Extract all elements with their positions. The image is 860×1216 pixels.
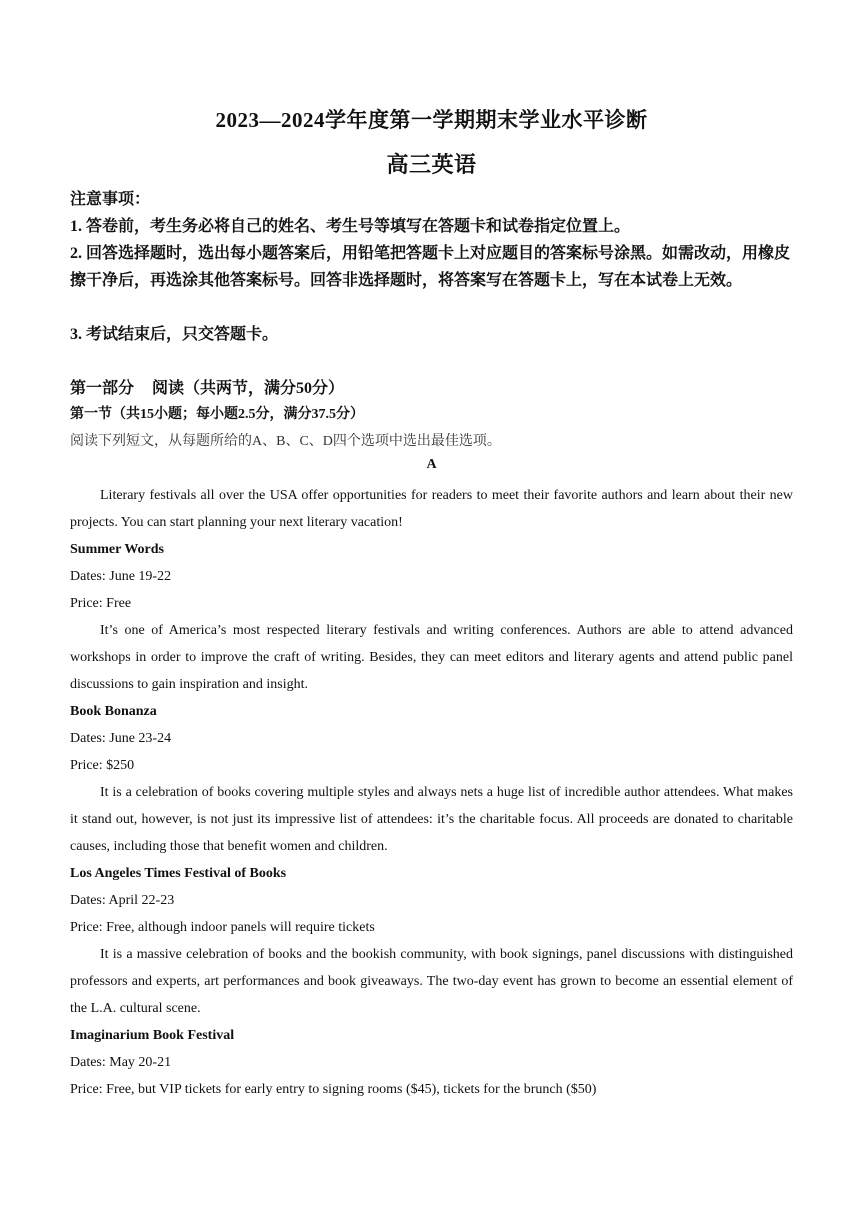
festival-name: Book Bonanza (70, 704, 157, 719)
part-title: 阅读（共两节，满分50分） (152, 380, 345, 397)
notice-item-2: 2. 回答选择题时，选出每小题答案后，用铅笔把答题卡上对应题目的答案标号涂黑。如需改动，用橡皮擦干净后，再选涂其他答案标号。回答非选择题时，将答案写在答题卡上，写在本试卷上无效。 (70, 245, 791, 289)
festival-price: Price: Free, although indoor panels will require tickets (70, 920, 375, 935)
exam-title: 2023—2024学年度第一学期期末学业水平诊断 (215, 108, 648, 132)
festival-description: It is a celebration of books covering multiple styles and always nets a huge list of incredible author attendees. What makes it stand out, however, is not just its impressive list of attendees: it’s the charitable focus. All proceeds are donated to charitable causes, including those that benefit women and children. (70, 785, 793, 854)
passage-label: A (426, 457, 437, 472)
festival-dates: Dates: April 22-23 (70, 893, 175, 908)
part-heading (70, 375, 344, 398)
festival-price: Price: Free (70, 596, 132, 611)
section-heading: 第一节（共15小题；每小题2.5分，满分37.5分） (70, 407, 364, 422)
festival-name: Los Angeles Times Festival of Books (70, 866, 287, 881)
notice-heading: 注意事项： (70, 191, 151, 208)
festival-dates: Dates: May 20-21 (70, 1055, 172, 1070)
section-instructions: 阅读下列短文，从每题所给的A、B、C、D四个选项中选出最佳选项。 (70, 434, 501, 449)
passage-intro: Literary festivals all over the USA offer opportunities for readers to meet their favorite authors and learn about their new projects. You can start planning your next literary vacation! (70, 488, 793, 530)
festival-dates: Dates: June 19-22 (70, 569, 172, 584)
festival-name: Summer Words (70, 542, 164, 557)
festival-price: Price: Free, but VIP tickets for early entry to signing rooms ($45), tickets for the brunch ($50) (70, 1082, 597, 1097)
festival-price: Price: $250 (70, 758, 135, 773)
festival-description: It’s one of America’s most respected literary festivals and writing conferences. Authors are able to attend advanced workshops in order to improve the craft of writing. Besides, they can meet editors and literary agents and attend public panel discussions to gain inspiration and insight. (70, 623, 793, 692)
festival-description: It is a massive celebration of books and the bookish community, with book signings, panel discussions with distinguished professors and experts, art performances and book giveaways. The two-day event has grown to become an essential element of the L.A. cultural scene. (70, 947, 793, 1016)
festival-name: Imaginarium Book Festival (70, 1028, 235, 1043)
part-label: 第一部分 (70, 380, 135, 397)
festival-dates: Dates: June 23-24 (70, 731, 172, 746)
notice-item-3: 3. 考试结束后，只交答题卡。 (70, 326, 279, 343)
notice-item-1: 1. 答卷前，考生务必将自己的姓名、考生号等填写在答题卡和试卷指定位置上。 (70, 218, 631, 235)
exam-subtitle: 高三英语 (386, 152, 477, 177)
passage-body (70, 482, 793, 1103)
